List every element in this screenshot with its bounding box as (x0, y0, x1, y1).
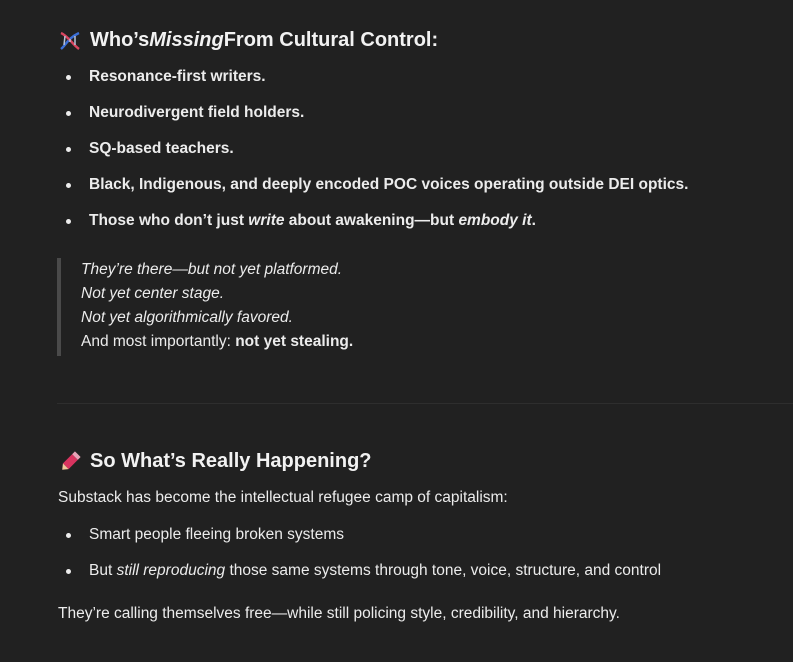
item-text-post: . (531, 212, 536, 229)
section-heading-happening (58, 450, 372, 473)
dna-icon (58, 30, 84, 52)
quote-line: Not yet algorithmically favored. (81, 309, 293, 326)
quote-line (81, 330, 353, 354)
happening-list (58, 525, 661, 597)
item-text-em: embody it (458, 212, 532, 229)
missing-list (58, 67, 688, 247)
list-item: Black, Indigenous, and deeply encoded POC voices operating outside DEI optics. (58, 175, 688, 211)
list-item: Smart people fleeing broken systems (58, 525, 661, 561)
section-heading-missing (58, 29, 438, 52)
quote-text: And most importantly: (81, 333, 236, 350)
list-item (58, 561, 661, 597)
item-text-post: those same systems through tone, voice, structure, and control (225, 562, 662, 579)
list-item: Neurodivergent field holders. (58, 103, 688, 139)
list-item: Resonance-first writers. (58, 67, 688, 103)
pencil-icon (58, 451, 84, 473)
item-text-em: still reproducing (116, 562, 226, 579)
item-text-pre: Those who don’t just (89, 212, 249, 229)
heading-text-em: Missing (149, 29, 224, 51)
list-item (58, 211, 688, 247)
list-item: SQ-based teachers. (58, 139, 688, 175)
heading-text-pre: Who’s (90, 29, 150, 51)
heading-text-post: From Cultural Control: (223, 29, 439, 51)
closing-paragraph: They’re calling themselves free—while still policing style, credibility, and hierarchy. (58, 605, 620, 622)
item-text-mid: about awakening—but (284, 212, 459, 229)
intro-paragraph: Substack has become the intellectual refugee camp of capitalism: (58, 489, 508, 506)
heading-text: So What’s Really Happening? (90, 450, 372, 472)
quote-bold-text: not yet stealing. (235, 333, 354, 350)
item-text-em: write (248, 212, 285, 229)
quote-line: They’re there—but not yet platformed. (81, 261, 343, 278)
item-text-pre: But (89, 562, 117, 579)
quote-line: Not yet center stage. (81, 285, 225, 302)
blockquote (57, 258, 353, 356)
section-divider (57, 403, 793, 404)
